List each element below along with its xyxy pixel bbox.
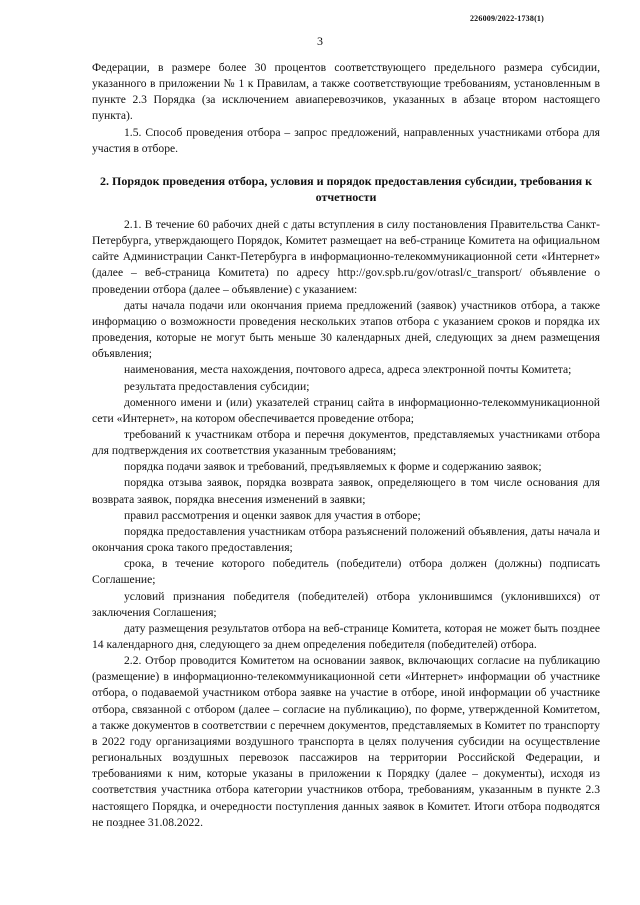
list-item: результата предоставления субсидии; [124,379,310,393]
list-item: наименования, места нахождения, почтового адреса, адреса электронной почты Комитета; [124,363,572,377]
paragraph-1-5: 1.5. Способ проведения отбора – запрос предложений, направленных участниками отбора для участия в отборе. [92,125,600,155]
list-item: порядка предоставления участникам отбора разъяснений положений объявления, даты начала и окончания срока такого предоставления; [92,524,600,555]
list-item: условий признания победителя (победителей) отбора уклонившимся (уклонившихся) от заключения Соглашения; [92,589,600,619]
paragraph-2-2: 2.2. Отбор проводится Комитетом на основании заявок, включающих согласие на публикацию (размещение) в информационно-телекоммуникационной сети «Интернет» информации об участнике отбора, о подаваемой участником отбора заявке на участие в отборе, иной информации об участнике отбора, связанной с отбором (далее – согласие на публикацию), по форме, утвержденной Комитетом, а также документов в соответствии с перечнем документов, представляемых в Комитет по транспорту в 2022 году организациями воздушного транспорта в целях получения субсидии на осуществление региональных воздушных перевозок пассажиров на территории Российской Федерации, и требованиями к ним, которые указаны в приложении к Порядку (далее – документы), исходя из соответствия участника отбора категории участников отбора, требованиям, указанным в пункте 2.3 настоящего Порядка, и очередности поступления данных заявок в Комитет. Итоги отбора подводятся не позднее 31.08.2022. [92,654,600,829]
document-body [92,60,600,831]
paragraph-continuation: Федерации, в размере более 30 процентов соответствующего предельного размера субсидии, указанного в приложении № 1 к Правилам, а также соответствующие требованиям, установленным в пункте 2.3 Порядка (за исключением авиаперевозчиков, указанных в абзаце втором настоящего пункта). [92,61,600,123]
section-heading: 2. Порядок проведения отбора, условия и порядок предоставления субсидии, требования к отчетности [100,173,592,204]
list-item: порядка подачи заявок и требований, предъявляемых к форме и содержанию заявок; [124,460,542,474]
list-item: срока, в течение которого победитель (победители) отбора должен (должны) подписать Соглашение; [92,557,600,587]
list-item: доменного имени и (или) указателей страниц сайта в информационно-телекоммуникационной сети «Интернет», на котором обеспечивается проведение отбора; [92,395,600,425]
list-item: правил рассмотрения и оценки заявок для участия в отборе; [124,508,421,522]
paragraph-2-1: 2.1. В течение 60 рабочих дней с даты вступления в силу постановления Правительства Санкт-Петербурга, утверждающего Порядок, Комитет размещает на веб-странице Комитета на официальном сайте Администрации Санкт-Петербурга в информационно-телекоммуникационной сети «Интернет» (далее – веб-страница Комитета) по адресу http://gov.spb.ru/gov/otrasl/c_transport/ объявление о проведении отбора (далее – объявление) с указанием: [92,217,600,296]
document-registration-number: 226009/2022-1738(1) [469,14,544,23]
list-item: даты начала подачи или окончания приема предложений (заявок) участников отбора, а также информацию о возможности проведения нескольких этапов отбора с указанием сроков и порядка их проведения, которые не могут быть меньше 30 календарных дней, следующих за днем размещения объявления; [92,298,600,361]
list-item: порядка отзыва заявок, порядка возврата заявок, определяющего в том числе основания для возврата заявок, порядка внесения изменений в заявки; [92,476,600,506]
list-item: требований к участникам отбора и перечня документов, представляемых участниками отбора для подтверждения их соответствия указанным требованиям; [92,427,600,458]
page-number: 3 [317,34,323,48]
list-item: дату размещения результатов отбора на веб-странице Комитета, которая не может быть позднее 14 календарного дня, следующего за днем определения победителя (победителей) отбора. [92,621,600,651]
